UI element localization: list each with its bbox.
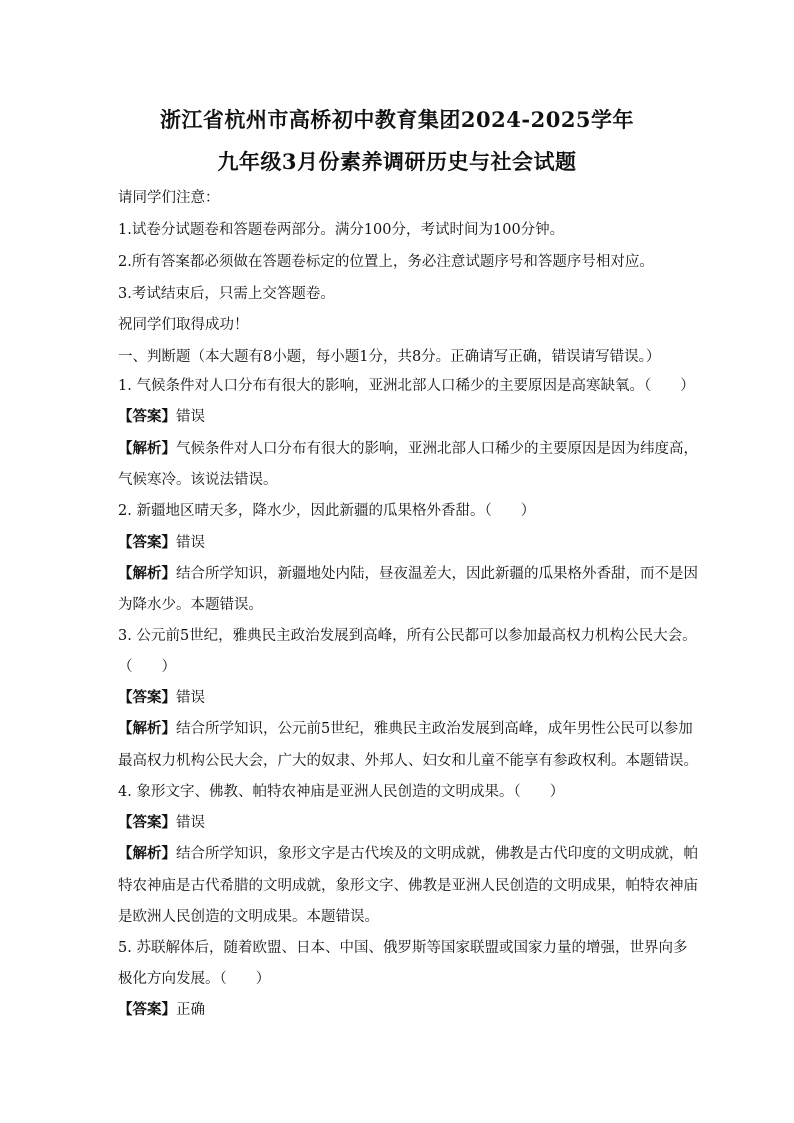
analysis-tag: 【解析】 <box>118 720 176 737</box>
answer-tag: 【答案】 <box>118 1001 176 1018</box>
answer-tag: 【答案】 <box>118 408 176 425</box>
document-title-line-2: 九年级3月份素养调研历史与社会试题 <box>217 149 577 174</box>
question-1-analysis <box>118 437 698 458</box>
question-3-analysis <box>118 717 693 738</box>
notice-item-3: 3.考试结束后，只需上交答题卷。 <box>118 286 335 302</box>
notice-item-1: 1.试卷分试题卷和答题卷两部分。满分100分，考试时间为100分钟。 <box>118 222 565 238</box>
wish-text: 祝同学们取得成功！ <box>118 317 249 333</box>
analysis-tag: 【解析】 <box>118 440 176 457</box>
question-4-analysis <box>118 842 698 863</box>
answer-value: 错误 <box>176 815 205 831</box>
question-2-text: 2. 新疆地区晴天多，降水少，因此新疆的瓜果格外香甜。（ ） <box>118 503 536 519</box>
question-5-text: 5. 苏联解体后，随着欧盟、日本、中国、俄罗斯等国家联盟或国家力量的增强，世界向多 <box>118 940 688 956</box>
question-3-text-cont: （ ） <box>118 659 176 675</box>
question-4-answer <box>118 811 205 832</box>
answer-value: 错误 <box>176 535 205 551</box>
question-4-analysis-cont-2: 是欧洲人民创造的文明成果。本题错误。 <box>118 909 379 925</box>
analysis-text: 气候条件对人口分布有很大的影响，亚洲北部人口稀少的主要原因是因为纬度高， <box>176 441 698 457</box>
question-1-text: 1. 气候条件对人口分布有很大的影响，亚洲北部人口稀少的主要原因是高寒缺氧。（ ） <box>118 378 695 394</box>
question-2-answer <box>118 531 205 552</box>
answer-value: 错误 <box>176 690 205 706</box>
question-3-answer <box>118 686 205 707</box>
answer-tag: 【答案】 <box>118 534 176 551</box>
document-title-line-1: 浙江省杭州市高桥初中教育集团2024-2025学年 <box>159 107 635 132</box>
answer-tag: 【答案】 <box>118 689 176 706</box>
analysis-tag: 【解析】 <box>118 845 176 862</box>
question-5-answer <box>118 998 205 1019</box>
question-1-analysis-cont: 气候寒冷。该说法错误。 <box>118 472 278 488</box>
analysis-tag: 【解析】 <box>118 565 176 582</box>
question-2-analysis <box>118 562 698 583</box>
question-3-text: 3. 公元前5世纪，雅典民主政治发展到高峰，所有公民都可以参加最高权力机构公民大会。 <box>118 628 697 644</box>
answer-value: 正确 <box>176 1002 205 1018</box>
answer-tag: 【答案】 <box>118 814 176 831</box>
analysis-text: 结合所学知识，公元前5世纪，雅典民主政治发展到高峰，成年男性公民可以参加 <box>176 721 693 737</box>
question-2-analysis-cont: 为降水少。本题错误。 <box>118 597 263 613</box>
answer-value: 错误 <box>176 409 205 425</box>
notice-item-2: 2.所有答案都必须做在答题卷标定的位置上，务必注意试题序号和答题序号相对应。 <box>118 254 654 270</box>
question-4-analysis-cont-1: 特农神庙是古代希腊的文明成就，象形文字、佛教是亚洲人民创造的文明成果，帕特农神庙 <box>118 878 698 894</box>
question-4-text: 4. 象形文字、佛教、帕特农神庙是亚洲人民创造的文明成果。（ ） <box>118 784 565 800</box>
question-5-text-cont: 极化方向发展。（ ） <box>118 971 271 987</box>
question-3-analysis-cont: 最高权力机构公民大会，广大的奴隶、外邦人、妇女和儿童不能享有参政权利。本题错误。 <box>118 753 698 769</box>
question-1-answer <box>118 405 205 426</box>
section-heading: 一、判断题（本大题有8小题，每小题1分，共8分。正确请写正确，错误请写错误。） <box>118 349 661 365</box>
analysis-text: 结合所学知识，新疆地处内陆，昼夜温差大，因此新疆的瓜果格外香甜，而不是因 <box>176 566 698 582</box>
analysis-text: 结合所学知识，象形文字是古代埃及的文明成就，佛教是古代印度的文明成就，帕 <box>176 846 698 862</box>
notice-heading: 请同学们注意： <box>118 190 220 206</box>
